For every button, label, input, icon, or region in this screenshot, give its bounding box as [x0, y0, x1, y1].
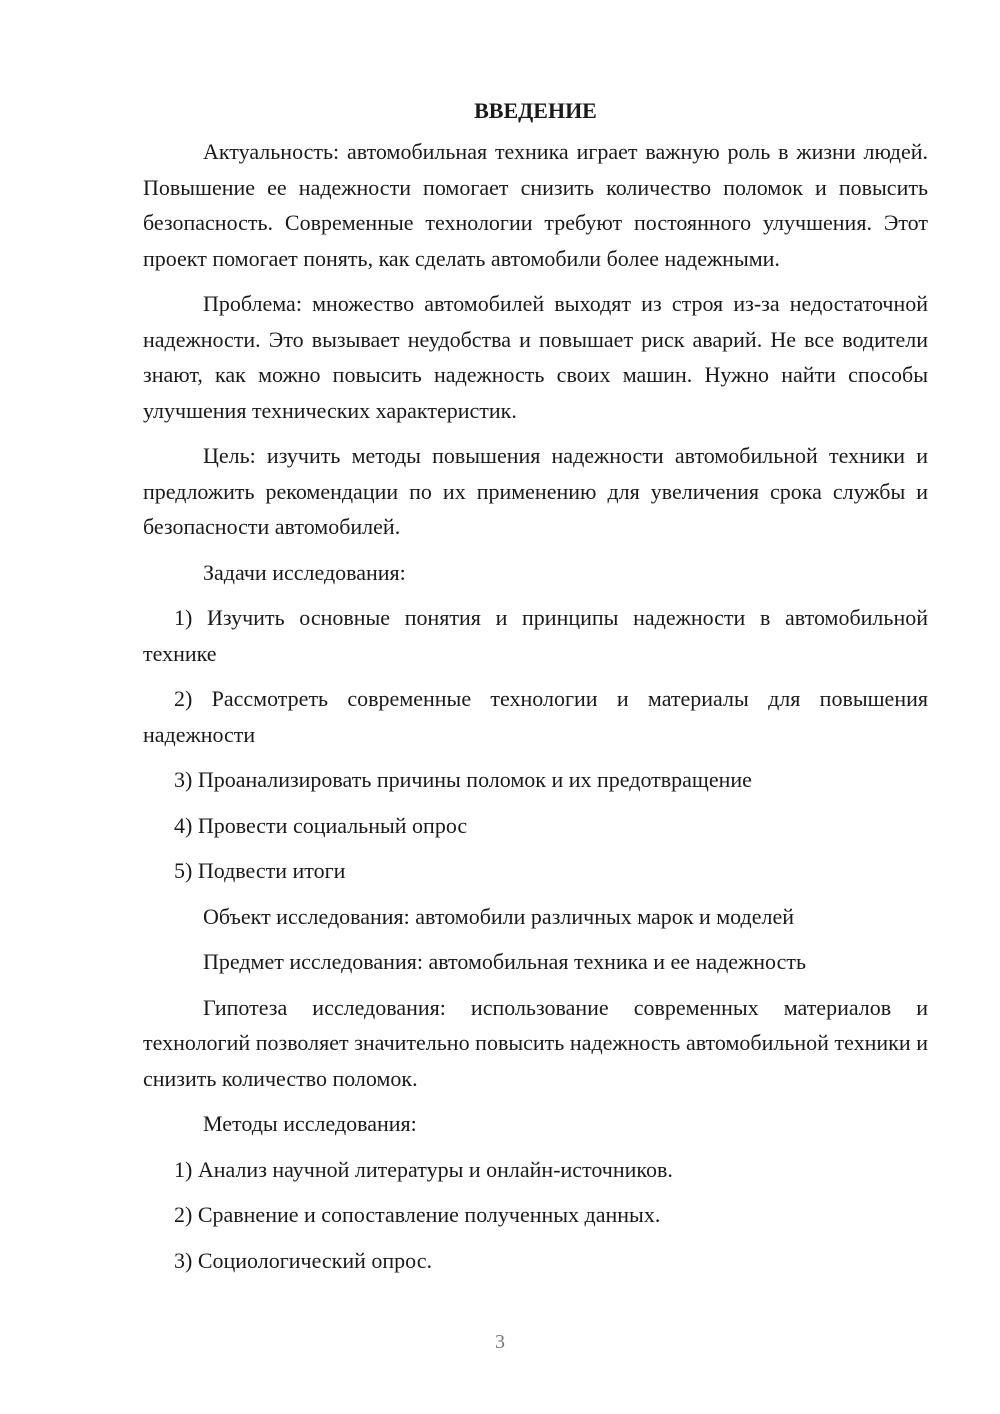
document-page — [143, 96, 928, 1288]
tasks-heading: Задачи исследования: — [203, 559, 406, 585]
subject-paragraph: Предмет исследования: автомобильная техника и ее надежность — [203, 949, 807, 974]
hypothesis-paragraph: Гипотеза исследования: использование современных материалов и технологий позволяет значительно повысить надежность автомобильной техники и снизить количество поломок. — [143, 994, 928, 1091]
object-paragraph: Объект исследования: автомобили различных марок и моделей — [203, 903, 795, 929]
relevance-paragraph: Актуальность: автомобильная техника играет важную роль в жизни людей. Повышение ее надежности помогает снизить количество поломок и повысить безопасность. Современные технологии требуют постоянного улучшения. Этот проект помогает понять, как сделать автомобили более надежными. — [143, 139, 928, 271]
methods-list — [143, 1152, 928, 1279]
page-number: 3 — [495, 1331, 505, 1353]
task-item: 2) Рассмотреть современные технологии и материалы для повышения надежности — [143, 686, 928, 747]
method-item: 1) Анализ научной литературы и онлайн-источников. — [174, 1156, 673, 1182]
goal-paragraph: Цель: изучить методы повышения надежности автомобильной техники и предложить рекомендации по их применению для увеличения срока службы и безопасности автомобилей. — [143, 443, 928, 539]
tasks-list — [143, 600, 928, 889]
method-item: 3) Социологический опрос. — [174, 1247, 432, 1273]
task-item: 1) Изучить основные понятия и принципы надежности в автомобильной технике — [143, 605, 928, 666]
page-title: ВВЕДЕНИЕ — [474, 98, 597, 123]
methods-heading: Методы исследования: — [203, 1111, 417, 1136]
task-item: 5) Подвести итоги — [174, 858, 346, 883]
task-item: 3) Проанализировать причины поломок и их предотвращение — [174, 767, 752, 792]
task-item: 4) Провести социальный опрос — [174, 812, 468, 838]
method-item: 2) Сравнение и сопоставление полученных данных. — [174, 1202, 661, 1227]
problem-paragraph: Проблема: множество автомобилей выходят из строя из-за недостаточной надежности. Это вызывает неудобства и повышает риск аварий. Не все водители знают, как можно повысить надежность своих машин. Нужно найти способы улучшения технических характеристик. — [143, 291, 928, 423]
